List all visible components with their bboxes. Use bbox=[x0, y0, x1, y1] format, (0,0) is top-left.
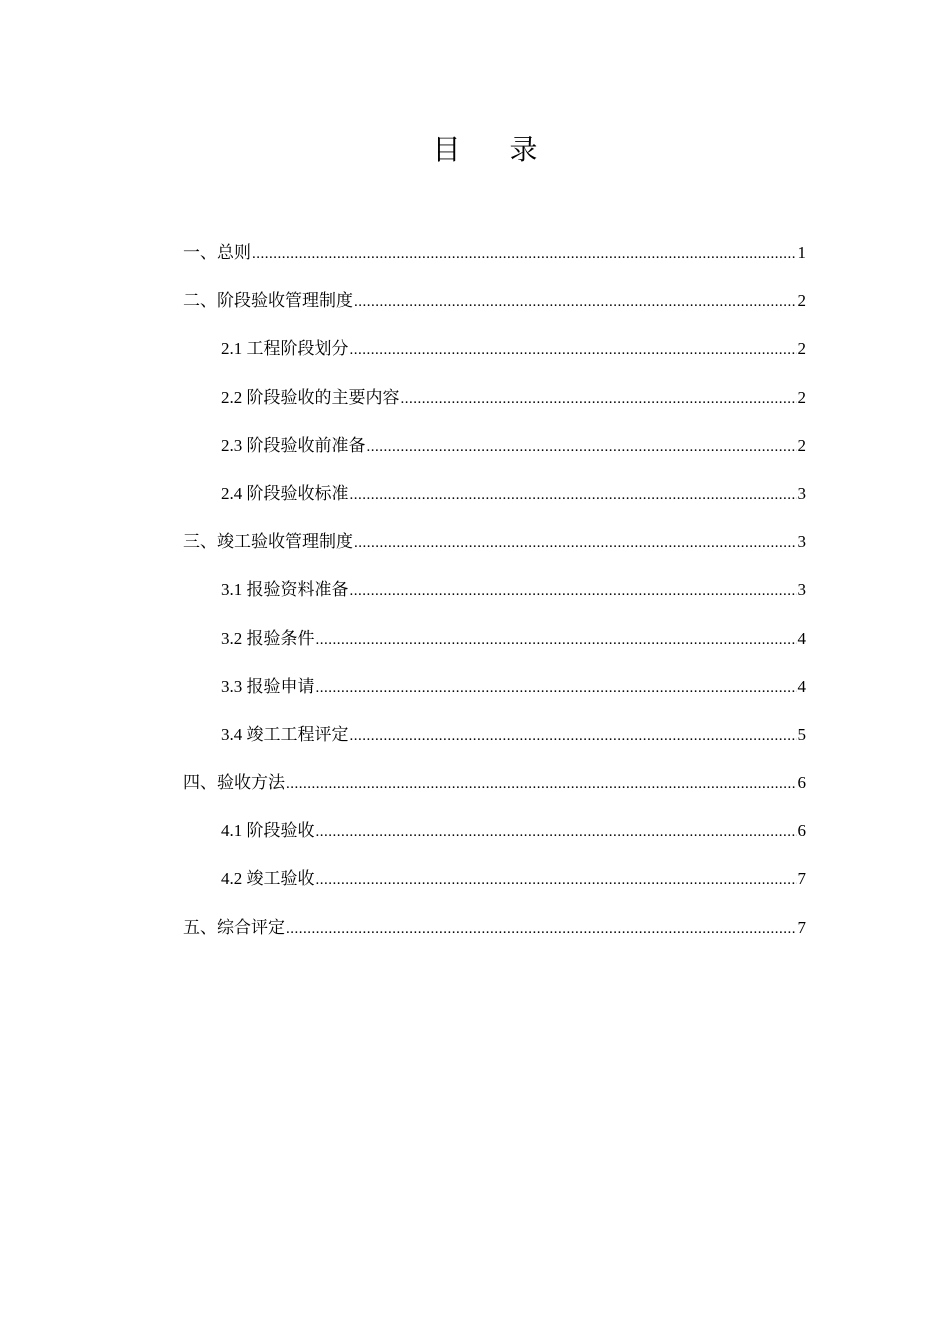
toc-entry[interactable] bbox=[183, 575, 806, 623]
toc-dot-leader bbox=[367, 432, 797, 462]
toc-entry-label: 4.1 阶段验收 bbox=[221, 821, 315, 841]
toc-entry-label: 三、竣工验收管理制度 bbox=[183, 532, 353, 552]
toc-page-number: 7 bbox=[797, 917, 806, 937]
toc-entry[interactable] bbox=[183, 768, 806, 816]
toc-page-number: 2 bbox=[797, 291, 806, 311]
toc-dot-leader bbox=[350, 480, 797, 510]
toc-entry[interactable] bbox=[183, 238, 806, 286]
toc-dot-leader bbox=[354, 287, 797, 317]
toc-dot-leader bbox=[286, 914, 797, 944]
toc-entry[interactable] bbox=[183, 334, 806, 382]
toc-dot-leader bbox=[316, 673, 797, 703]
toc-dot-leader bbox=[350, 576, 797, 606]
toc-entry-label: 3.4 竣工工程评定 bbox=[221, 724, 349, 744]
toc-entry-label: 四、验收方法 bbox=[183, 773, 285, 793]
toc-dot-leader bbox=[316, 625, 797, 655]
toc-entry[interactable] bbox=[183, 527, 806, 575]
toc-entry[interactable] bbox=[183, 864, 806, 912]
toc-entry[interactable] bbox=[183, 383, 806, 431]
toc-page-number: 3 bbox=[797, 532, 806, 552]
toc-page-number: 7 bbox=[797, 869, 806, 889]
toc-dot-leader bbox=[401, 384, 797, 414]
toc-dot-leader bbox=[316, 865, 797, 895]
toc-entry-label: 2.2 阶段验收的主要内容 bbox=[221, 387, 400, 407]
toc-page-number: 4 bbox=[797, 628, 806, 648]
toc-dot-leader bbox=[350, 335, 797, 365]
toc-entry-label: 二、阶段验收管理制度 bbox=[183, 291, 353, 311]
toc-entry[interactable] bbox=[183, 672, 806, 720]
toc-entry-label: 4.2 竣工验收 bbox=[221, 869, 315, 889]
toc-page-number: 3 bbox=[797, 580, 806, 600]
toc-entry-label: 3.3 报验申请 bbox=[221, 676, 315, 696]
toc-entry[interactable] bbox=[183, 720, 806, 768]
toc-page-number: 6 bbox=[797, 821, 806, 841]
toc-entry[interactable] bbox=[183, 816, 806, 864]
toc-page-number: 2 bbox=[797, 387, 806, 407]
toc-page-number: 2 bbox=[797, 435, 806, 455]
toc-entry-label: 一、总则 bbox=[183, 243, 251, 262]
toc-dot-leader bbox=[354, 528, 797, 558]
toc-dot-leader bbox=[286, 769, 797, 799]
toc-entry-label: 2.1 工程阶段划分 bbox=[221, 339, 349, 359]
toc-title: 目 录 bbox=[432, 133, 558, 166]
toc-page-number: 3 bbox=[797, 483, 806, 503]
toc-entry-label: 五、综合评定 bbox=[183, 917, 285, 937]
toc-page-number: 1 bbox=[797, 243, 806, 262]
toc-entry[interactable] bbox=[183, 624, 806, 672]
toc-entry[interactable] bbox=[183, 479, 806, 527]
toc-page-number: 4 bbox=[797, 676, 806, 696]
toc-page-number: 5 bbox=[797, 724, 806, 744]
toc-entry[interactable] bbox=[183, 913, 806, 961]
toc-dot-leader bbox=[316, 817, 797, 847]
toc-entry[interactable] bbox=[183, 286, 806, 334]
toc-page-number: 2 bbox=[797, 339, 806, 359]
toc-entry[interactable] bbox=[183, 431, 806, 479]
toc-entry-label: 3.2 报验条件 bbox=[221, 628, 315, 648]
toc-entry-label: 3.1 报验资料准备 bbox=[221, 580, 349, 600]
toc-page-number: 6 bbox=[797, 773, 806, 793]
toc-list bbox=[183, 238, 806, 961]
toc-dot-leader bbox=[252, 239, 797, 269]
toc-entry-label: 2.3 阶段验收前准备 bbox=[221, 435, 366, 455]
toc-entry-label: 2.4 阶段验收标准 bbox=[221, 483, 349, 503]
toc-dot-leader bbox=[350, 721, 797, 751]
